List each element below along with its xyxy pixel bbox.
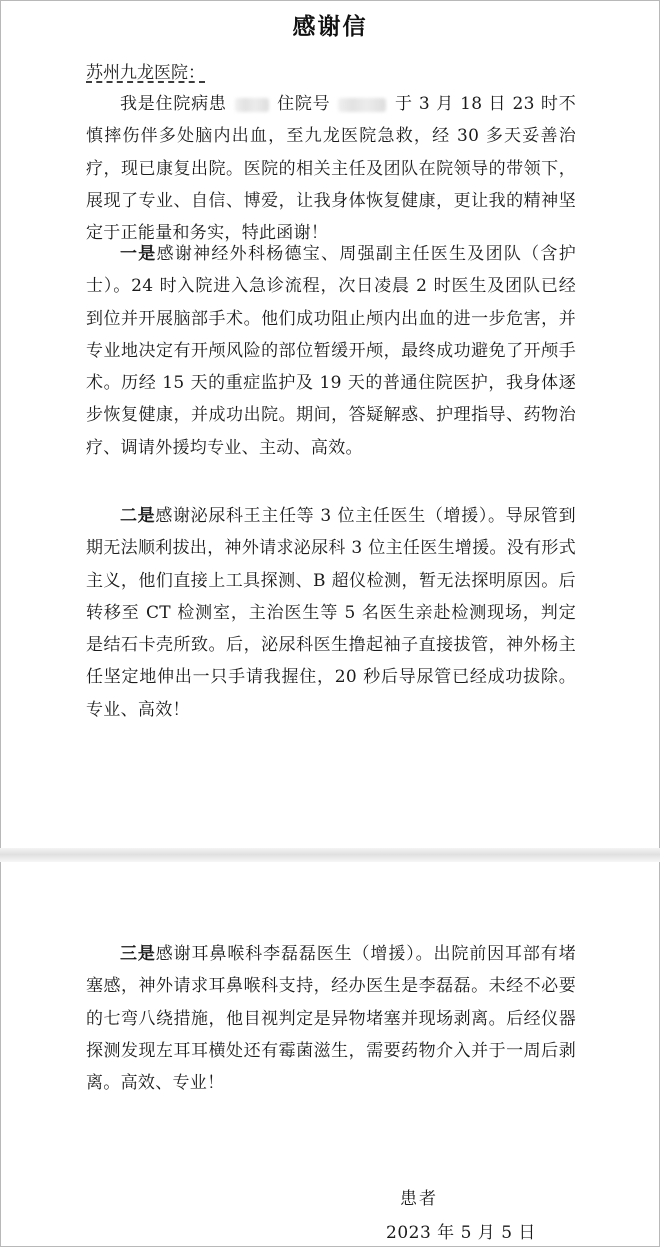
intro-text: 于 3 月 18 日 23 时不慎摔伤伴多处脑内出血，至九龙医院急救，经 30 多天妥善治疗，现已康复出院。医院的相关主任及团队在院领导的带领下，展现了专业、自信、博爱，让我身体恢复健康，更让我的精神坚定于正能量和务实，特此函谢！ bbox=[86, 94, 576, 244]
signature: 患者 bbox=[400, 1189, 438, 1209]
section-three-paragraph bbox=[86, 938, 576, 1099]
intro-paragraph bbox=[86, 88, 576, 249]
redacted-hospital-number bbox=[338, 98, 386, 112]
page-break bbox=[0, 848, 660, 862]
salutation: 苏州九龙医院： bbox=[86, 63, 205, 83]
section-three-text: 感谢耳鼻喉科李磊磊医生（增援）。出院前因耳部有堵塞感，神外请求耳鼻喉科支持，经办医生是李磊磊。未经不必要的七弯八绕措施，他目视判定是异物堵塞并现场剥离。后经仪器探测发现左耳耳横处还有霉菌滋生，需要药物介入并于一周后剥离。高效、专业！ bbox=[86, 944, 576, 1094]
section-one-lead: 一是 bbox=[120, 244, 157, 264]
section-one-paragraph bbox=[86, 238, 576, 464]
section-three-lead: 三是 bbox=[120, 944, 156, 964]
letter-title: 感谢信 bbox=[292, 14, 368, 40]
section-one-text: 感谢神经外科杨德宝、周强副主任医生及团队（含护士）。24 时入院进入急诊流程，次日凌晨 2 时医生及团队已经到位并开展脑部手术。他们成功阻止颅内出血的进一步危害，并专业地决定有开颅风险的部位暂缓开颅，最终成功避免了开颅手术。历经 15 天的重症监护及 19 天的普通住院医护，我身体逐步恢复健康，并成功出院。期间，答疑解惑、护理指导、药物治疗、调请外援均专业、主动、高效。 bbox=[86, 244, 576, 458]
redacted-name bbox=[235, 98, 269, 112]
section-two-paragraph bbox=[86, 500, 576, 726]
hospital-number-label: 住院号 bbox=[276, 94, 331, 114]
section-two-text: 感谢泌尿科王主任等 3 位主任医生（增援）。导尿管到期无法顺利拔出，神外请求泌尿科 3 位主任医生增援。没有形式主义，他们直接上工具探测、B 超仪检测，暂无法探明原因。后转移至 CT 检测室，主治医生等 5 名医生亲赴检测现场，判定是结石卡壳所致。后，泌尿科医生撸起袖子直接拔管，神外杨主任坚定地伸出一只手请我握住，20 秒后导尿管已经成功拔除。专业、高效！ bbox=[86, 506, 576, 720]
section-two-lead: 二是 bbox=[120, 506, 156, 526]
letter-date: 2023 年 5 月 5 日 bbox=[386, 1223, 536, 1243]
intro-before-name: 我是住院病患 bbox=[120, 94, 227, 114]
